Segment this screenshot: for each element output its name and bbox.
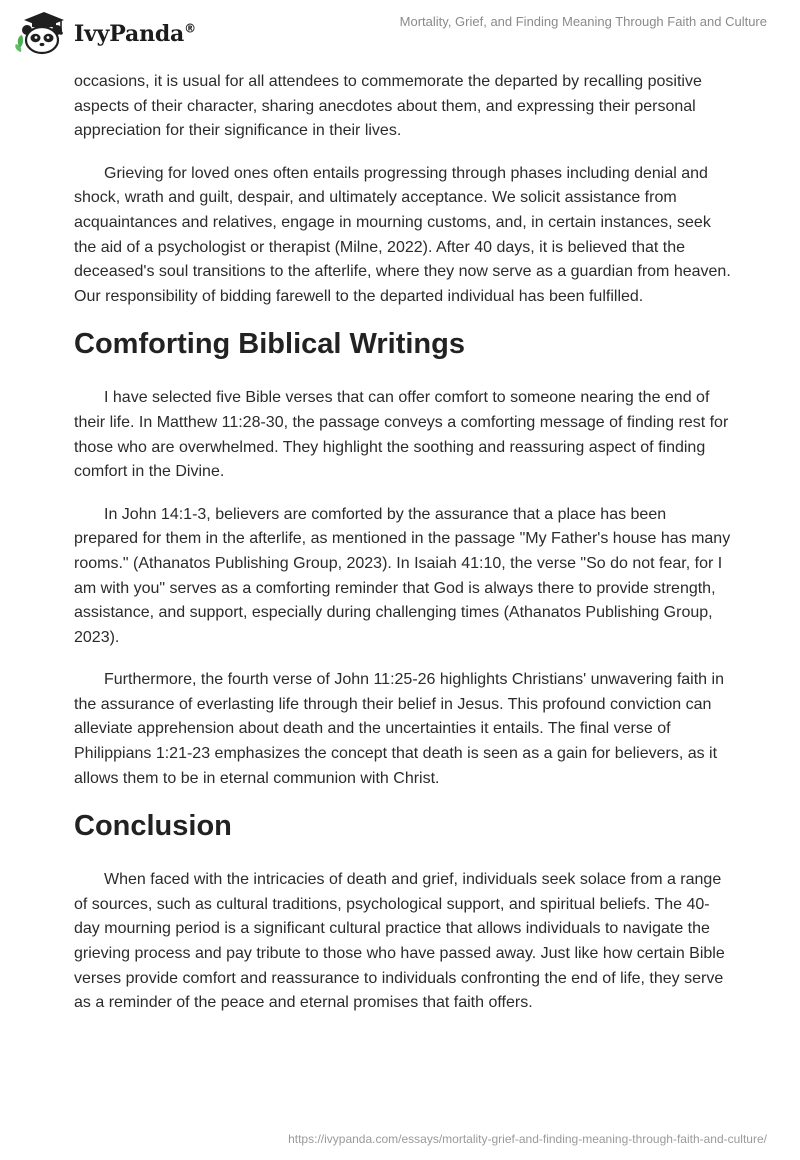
paragraph: In John 14:1-3, believers are comforted by the assurance that a place has been prepared for them in the afterlife, as mentioned in the passage "My Father's house has many rooms." (Athanatos Publishing Group, 2023). In Isaiah 41:10, the verse "So do not fear, for I am with you" serves as a comforting reminder that God is always there to provide strength, assistance, and support, especially during challenging times (Athanatos Publishing Group, 2023). <box>74 505 731 646</box>
source-url[interactable]: https://ivypanda.com/essays/mortality-grief-and-finding-meaning-through-faith-and-culture/ <box>288 1132 767 1146</box>
page-header <box>0 0 800 70</box>
paragraph: Grieving for loved ones often entails progressing through phases including denial and shock, wrath and guilt, despair, and ultimately acceptance. We solicit assistance from acquaintances and relatives, engage in mourning customs, and, in certain instances, seek the aid of a psychologist or therapist (Milne, 2022). After 40 days, it is believed that the deceased's soul transitions to the afterlife, where they now serve as a guardian from heaven. Our responsibility of bidding farewell to the departed individual has been fulfilled. <box>74 164 731 305</box>
paragraph: occasions, it is usual for all attendees to commemorate the departed by recalling positive aspects of their character, sharing anecdotes about them, and expressing their personal appreciation for their significance in their lives. <box>74 73 702 140</box>
paragraph: I have selected five Bible verses that can offer comfort to someone nearing the end of their life. In Matthew 11:28-30, the passage conveys a comforting message of finding rest for those who are overwhelmed. They highlight the soothing and reassuring aspect of finding comfort in the Divine. <box>74 389 729 481</box>
paragraph: Furthermore, the fourth verse of John 11:25-26 highlights Christians' unwavering faith in the assurance of everlasting life through their belief in Jesus. This profound conviction can alleviate apprehension about death and the uncertainties it entails. The final verse of Philippians 1:21-23 emphasizes the concept that death is seen as a gain for believers, as it allows them to be in eternal communion with Christ. <box>74 671 724 787</box>
essay-body <box>74 70 734 1034</box>
logo-wordmark: IvyPanda® <box>74 21 196 47</box>
panda-logo-icon <box>14 8 70 56</box>
section-heading-conclusion: Conclusion <box>74 810 232 843</box>
section-heading-comforting-biblical-writings: Comforting Biblical Writings <box>74 328 465 361</box>
site-logo[interactable] <box>14 8 196 56</box>
document-title: Mortality, Grief, and Finding Meaning Through Faith and Culture <box>399 14 767 29</box>
paragraph: When faced with the intricacies of death and grief, individuals seek solace from a range of sources, such as cultural traditions, psychological support, and spiritual beliefs. The 40-day mourning period is a significant cultural practice that allows individuals to navigate the grieving process and pay tribute to those who have passed away. Just like how certain Bible verses provide comfort and reassurance to individuals confronting the end of life, they serve as a reminder of the peace and eternal promises that faith offers. <box>74 871 725 1012</box>
